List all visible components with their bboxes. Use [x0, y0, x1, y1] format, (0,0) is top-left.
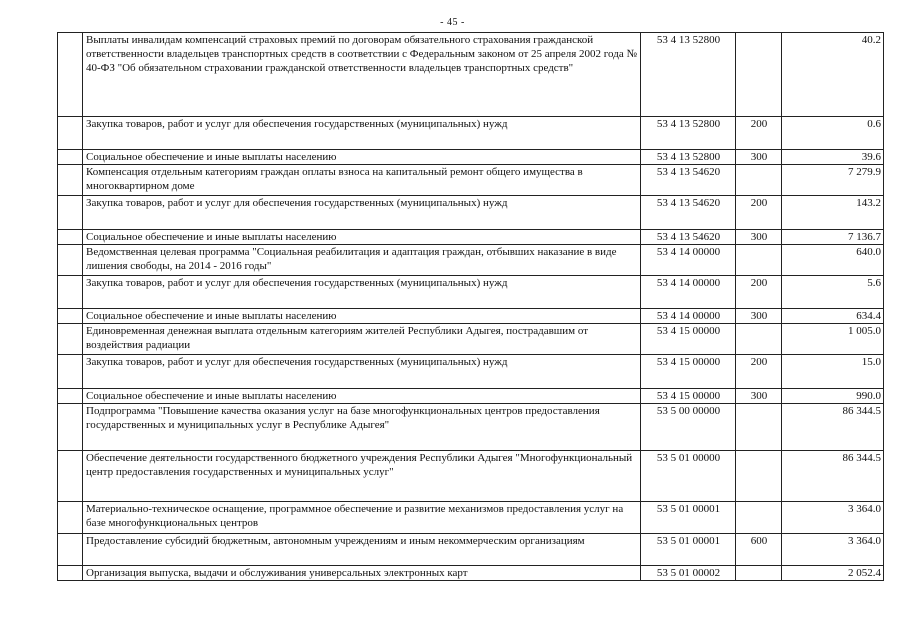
table-row [58, 276, 884, 309]
row-number-cell [58, 389, 83, 404]
row-number-cell [58, 117, 83, 150]
row-amount: 3 364.0 [782, 502, 884, 534]
row-amount: 3 364.0 [782, 534, 884, 566]
table-row [58, 196, 884, 230]
row-expense-type: 300 [736, 309, 782, 324]
row-number-cell [58, 534, 83, 566]
table-row [58, 117, 884, 150]
row-amount: 86 344.5 [782, 404, 884, 451]
row-amount: 86 344.5 [782, 451, 884, 502]
table-row [58, 502, 884, 534]
row-expense-type [736, 245, 782, 276]
row-number-cell [58, 355, 83, 389]
row-name: Предоставление субсидий бюджетным, автономным учреждениям и иным некоммерческим организациям [83, 534, 641, 566]
row-code: 53 5 01 00000 [641, 451, 736, 502]
row-number-cell [58, 196, 83, 230]
row-amount: 40.2 [782, 33, 884, 117]
row-expense-type [736, 404, 782, 451]
row-amount: 7 136.7 [782, 230, 884, 245]
row-expense-type [736, 451, 782, 502]
row-name: Организация выпуска, выдачи и обслуживания универсальных электронных карт [83, 566, 641, 581]
row-expense-type: 300 [736, 230, 782, 245]
row-code: 53 4 13 52800 [641, 150, 736, 165]
row-number-cell [58, 566, 83, 581]
row-name: Ведомственная целевая программа "Социальная реабилитация и адаптация граждан, отбывших наказание в виде лишения свободы, на 2014 - 2016 годы" [83, 245, 641, 276]
row-expense-type [736, 324, 782, 355]
row-code: 53 4 13 52800 [641, 33, 736, 117]
row-code: 53 4 13 54620 [641, 165, 736, 196]
row-name: Закупка товаров, работ и услуг для обеспечения государственных (муниципальных) нужд [83, 355, 641, 389]
row-code: 53 4 15 00000 [641, 389, 736, 404]
table-row [58, 33, 884, 117]
row-name: Материально-техническое оснащение, программное обеспечение и развитие механизмов предоставления услуг на базе многофункциональных центров [83, 502, 641, 534]
row-amount: 1 005.0 [782, 324, 884, 355]
row-expense-type: 200 [736, 196, 782, 230]
row-number-cell [58, 451, 83, 502]
row-name: Компенсация отдельным категориям граждан оплаты взноса на капитальный ремонт общего имущества в многоквартирном доме [83, 165, 641, 196]
table-row [58, 150, 884, 165]
row-name: Закупка товаров, работ и услуг для обеспечения государственных (муниципальных) нужд [83, 196, 641, 230]
row-name: Закупка товаров, работ и услуг для обеспечения государственных (муниципальных) нужд [83, 276, 641, 309]
row-amount: 15.0 [782, 355, 884, 389]
row-name: Социальное обеспечение и иные выплаты населению [83, 150, 641, 165]
table-row [58, 245, 884, 276]
budget-table [57, 32, 884, 581]
row-name: Обеспечение деятельности государственного бюджетного учреждения Республики Адыгея "Многофункциональный центр предоставления государственных и муниципальных услуг" [83, 451, 641, 502]
row-code: 53 4 13 54620 [641, 230, 736, 245]
row-name: Социальное обеспечение и иные выплаты населению [83, 389, 641, 404]
row-code: 53 4 15 00000 [641, 324, 736, 355]
row-expense-type: 200 [736, 355, 782, 389]
row-code: 53 4 15 00000 [641, 355, 736, 389]
table-row [58, 451, 884, 502]
table-row [58, 534, 884, 566]
row-number-cell [58, 150, 83, 165]
row-number-cell [58, 309, 83, 324]
row-expense-type: 600 [736, 534, 782, 566]
row-amount: 990.0 [782, 389, 884, 404]
row-expense-type: 200 [736, 276, 782, 309]
row-expense-type [736, 33, 782, 117]
table-row [58, 404, 884, 451]
row-code: 53 4 14 00000 [641, 309, 736, 324]
row-name: Социальное обеспечение и иные выплаты населению [83, 230, 641, 245]
row-number-cell [58, 230, 83, 245]
row-number-cell [58, 324, 83, 355]
row-expense-type [736, 566, 782, 581]
row-expense-type [736, 502, 782, 534]
row-expense-type: 300 [736, 389, 782, 404]
row-amount: 2 052.4 [782, 566, 884, 581]
table-row [58, 389, 884, 404]
row-number-cell [58, 502, 83, 534]
table-row [58, 165, 884, 196]
row-code: 53 4 13 54620 [641, 196, 736, 230]
table-row [58, 566, 884, 581]
row-code: 53 4 13 52800 [641, 117, 736, 150]
row-number-cell [58, 276, 83, 309]
row-name: Единовременная денежная выплата отдельным категориям жителей Республики Адыгея, пострадавшим от воздействия радиации [83, 324, 641, 355]
budget-table-body [58, 33, 884, 581]
row-number-cell [58, 245, 83, 276]
row-code: 53 4 14 00000 [641, 276, 736, 309]
row-expense-type: 200 [736, 117, 782, 150]
row-code: 53 5 00 00000 [641, 404, 736, 451]
table-row [58, 324, 884, 355]
row-name: Выплаты инвалидам компенсаций страховых премий по договорам обязательного страхования гражданской ответственности владельцев транспортных средств в соответствии с Федеральным законом от 25 апреля 2002 года № 40-ФЗ "Об обязательном страховании гражданской ответственности владельцев транспортных средств" [83, 33, 641, 117]
row-number-cell [58, 404, 83, 451]
row-expense-type: 300 [736, 150, 782, 165]
row-name: Закупка товаров, работ и услуг для обеспечения государственных (муниципальных) нужд [83, 117, 641, 150]
row-expense-type [736, 165, 782, 196]
table-row [58, 309, 884, 324]
row-amount: 7 279.9 [782, 165, 884, 196]
row-amount: 634.4 [782, 309, 884, 324]
row-code: 53 5 01 00002 [641, 566, 736, 581]
row-amount: 39.6 [782, 150, 884, 165]
row-name: Социальное обеспечение и иные выплаты населению [83, 309, 641, 324]
row-name: Подпрограмма "Повышение качества оказания услуг на базе многофункциональных центров предоставления государственных и муниципальных услуг в Республике Адыгея" [83, 404, 641, 451]
row-amount: 143.2 [782, 196, 884, 230]
row-number-cell [58, 165, 83, 196]
row-code: 53 4 14 00000 [641, 245, 736, 276]
page-number: - 45 - [440, 17, 465, 28]
row-code: 53 5 01 00001 [641, 502, 736, 534]
row-code: 53 5 01 00001 [641, 534, 736, 566]
table-row [58, 230, 884, 245]
table-row [58, 355, 884, 389]
row-amount: 5.6 [782, 276, 884, 309]
row-number-cell [58, 33, 83, 117]
row-amount: 0.6 [782, 117, 884, 150]
row-amount: 640.0 [782, 245, 884, 276]
